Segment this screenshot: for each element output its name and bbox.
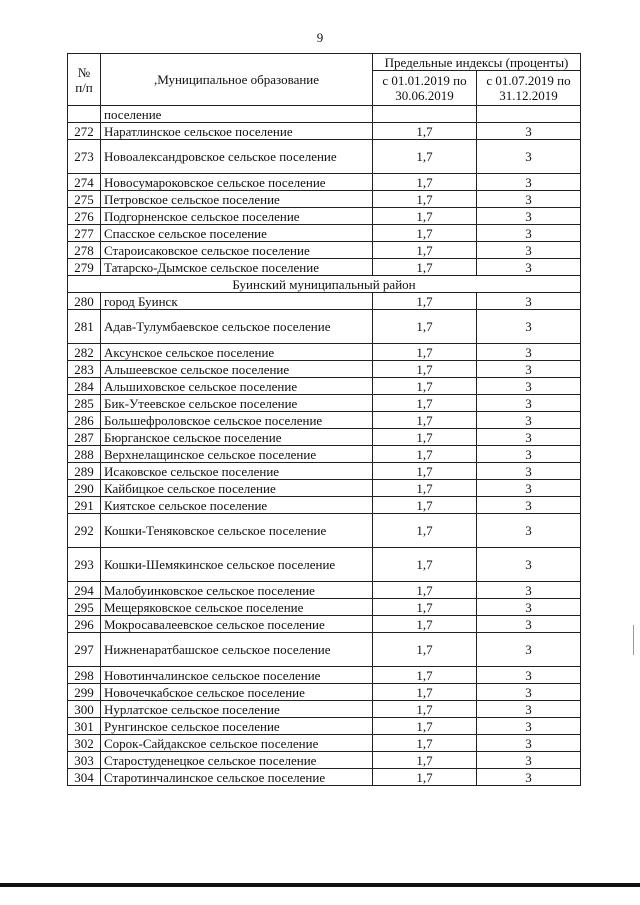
row-number: 288 (68, 446, 101, 463)
index-period-2: 3 (477, 480, 581, 497)
row-number: 297 (68, 633, 101, 667)
row-number: 273 (68, 140, 101, 174)
header-num: № п/п (68, 54, 101, 106)
row-number: 278 (68, 242, 101, 259)
index-period-2: 3 (477, 701, 581, 718)
row-number: 282 (68, 344, 101, 361)
row-number: 301 (68, 718, 101, 735)
settlement-name: Нижненаратбашское сельское поселение (101, 633, 373, 667)
index-period-2: 3 (477, 208, 581, 225)
settlement-name: Староисаковское сельское поселение (101, 242, 373, 259)
settlement-name: Кайбицкое сельское поселение (101, 480, 373, 497)
index-period-1: 1,7 (373, 395, 477, 412)
district-row (68, 276, 581, 293)
page-number: 9 (316, 30, 324, 45)
table-row (68, 633, 581, 667)
settlement-name: Татарско-Дымское сельское поселение (101, 259, 373, 276)
table-row (68, 225, 581, 242)
row-number: 284 (68, 378, 101, 395)
index-period-1: 1,7 (373, 140, 477, 174)
settlement-name: Мещеряковское сельское поселение (101, 599, 373, 616)
row-number: 294 (68, 582, 101, 599)
settlement-name: Исаковское сельское поселение (101, 463, 373, 480)
table-row (68, 310, 581, 344)
index-period-2: 3 (477, 293, 581, 310)
index-period-1: 1,7 (373, 582, 477, 599)
table-row (68, 123, 581, 140)
table-row (68, 582, 581, 599)
index-period-1: 1,7 (373, 344, 477, 361)
row-number: 292 (68, 514, 101, 548)
index-period-1: 1,7 (373, 446, 477, 463)
settlement-name: город Буинск (101, 293, 373, 310)
row-number: 285 (68, 395, 101, 412)
row-number: 276 (68, 208, 101, 225)
settlement-name: Старостуденецкое сельское поселение (101, 752, 373, 769)
index-period-1: 1,7 (373, 378, 477, 395)
index-period-2: 3 (477, 140, 581, 174)
settlement-name: Нурлатское сельское поселение (101, 701, 373, 718)
index-period-1: 1,7 (373, 225, 477, 242)
row-number: 291 (68, 497, 101, 514)
settlement-name: Большефроловское сельское поселение (101, 412, 373, 429)
row-number: 296 (68, 616, 101, 633)
index-period-2 (477, 106, 581, 123)
row-number: 281 (68, 310, 101, 344)
table-row (68, 293, 581, 310)
table-row (68, 191, 581, 208)
index-period-1: 1,7 (373, 684, 477, 701)
index-period-2: 3 (477, 310, 581, 344)
index-period-1: 1,7 (373, 208, 477, 225)
row-number: 274 (68, 174, 101, 191)
settlement-name: Кошки-Теняковское сельское поселение (101, 514, 373, 548)
index-period-2: 3 (477, 752, 581, 769)
settlement-name: поселение (101, 106, 373, 123)
header-period-1: с 01.01.2019 по 30.06.2019 (373, 71, 477, 106)
settlement-name: Сорок-Сайдакское сельское поселение (101, 735, 373, 752)
settlement-name: Адав-Тулумбаевское сельское поселение (101, 310, 373, 344)
table-row (68, 259, 581, 276)
index-period-2: 3 (477, 446, 581, 463)
table-row (68, 446, 581, 463)
index-period-2: 3 (477, 259, 581, 276)
table-row (68, 667, 581, 684)
index-period-1: 1,7 (373, 361, 477, 378)
row-number: 286 (68, 412, 101, 429)
index-period-2: 3 (477, 548, 581, 582)
index-period-2: 3 (477, 174, 581, 191)
settlement-name: Подгорненское сельское поселение (101, 208, 373, 225)
index-period-2: 3 (477, 735, 581, 752)
index-period-2: 3 (477, 378, 581, 395)
header-name: ,Муниципальное образование (101, 54, 373, 106)
index-period-2: 3 (477, 395, 581, 412)
settlement-name: Аксунское сельское поселение (101, 344, 373, 361)
page-bottom-rule (0, 883, 640, 887)
table-row (68, 701, 581, 718)
table-row (68, 480, 581, 497)
index-period-2: 3 (477, 684, 581, 701)
index-period-2: 3 (477, 123, 581, 140)
row-number (68, 106, 101, 123)
index-period-2: 3 (477, 344, 581, 361)
row-number: 272 (68, 123, 101, 140)
settlement-name: Бюрганское сельское поселение (101, 429, 373, 446)
row-number: 298 (68, 667, 101, 684)
row-number: 280 (68, 293, 101, 310)
scan-edge-mark (633, 625, 634, 655)
settlement-name: Петровское сельское поселение (101, 191, 373, 208)
settlement-name: Альшеевское сельское поселение (101, 361, 373, 378)
index-period-1: 1,7 (373, 191, 477, 208)
row-number: 299 (68, 684, 101, 701)
table-row (68, 208, 581, 225)
header-period-2: с 01.07.2019 по 31.12.2019 (477, 71, 581, 106)
index-period-2: 3 (477, 633, 581, 667)
index-period-2: 3 (477, 667, 581, 684)
settlement-name: Новотинчалинское сельское поселение (101, 667, 373, 684)
settlement-name: Верхнелащинское сельское поселение (101, 446, 373, 463)
index-period-2: 3 (477, 497, 581, 514)
header-indices: Предельные индексы (проценты) (373, 54, 581, 71)
settlement-name: Бик-Утеевское сельское поселение (101, 395, 373, 412)
table-row (68, 429, 581, 446)
settlement-name: Киятское сельское поселение (101, 497, 373, 514)
settlement-name: Малобуинковское сельское поселение (101, 582, 373, 599)
index-period-1: 1,7 (373, 752, 477, 769)
row-number: 302 (68, 735, 101, 752)
table-row (68, 599, 581, 616)
row-number: 283 (68, 361, 101, 378)
indices-table (67, 53, 581, 786)
table-row (68, 361, 581, 378)
index-period-1: 1,7 (373, 497, 477, 514)
index-period-1: 1,7 (373, 735, 477, 752)
index-period-1: 1,7 (373, 667, 477, 684)
row-number: 303 (68, 752, 101, 769)
index-period-2: 3 (477, 718, 581, 735)
settlement-name: Мокросавалеевское сельское поселение (101, 616, 373, 633)
index-period-2: 3 (477, 191, 581, 208)
table-row (68, 242, 581, 259)
table-row (68, 718, 581, 735)
settlement-name: Рунгинское сельское поселение (101, 718, 373, 735)
table-row (68, 752, 581, 769)
settlement-name: Наратлинское сельское поселение (101, 123, 373, 140)
index-period-1: 1,7 (373, 463, 477, 480)
index-period-1: 1,7 (373, 259, 477, 276)
row-number: 279 (68, 259, 101, 276)
settlement-name: Спасское сельское поселение (101, 225, 373, 242)
index-period-2: 3 (477, 599, 581, 616)
index-period-2: 3 (477, 429, 581, 446)
index-period-1: 1,7 (373, 769, 477, 786)
table-row (68, 514, 581, 548)
index-period-2: 3 (477, 242, 581, 259)
table-row (68, 106, 581, 123)
index-period-2: 3 (477, 463, 581, 480)
index-period-1: 1,7 (373, 310, 477, 344)
table-row (68, 344, 581, 361)
index-period-1: 1,7 (373, 123, 477, 140)
index-period-1: 1,7 (373, 429, 477, 446)
settlement-name: Альшиховское сельское поселение (101, 378, 373, 395)
row-number: 289 (68, 463, 101, 480)
index-period-1: 1,7 (373, 599, 477, 616)
settlement-name: Старотинчалинское сельское поселение (101, 769, 373, 786)
row-number: 295 (68, 599, 101, 616)
table-row (68, 497, 581, 514)
index-period-1: 1,7 (373, 293, 477, 310)
index-period-1: 1,7 (373, 633, 477, 667)
index-period-1: 1,7 (373, 242, 477, 259)
index-period-2: 3 (477, 361, 581, 378)
index-period-1: 1,7 (373, 718, 477, 735)
row-number: 304 (68, 769, 101, 786)
index-period-1 (373, 106, 477, 123)
index-period-2: 3 (477, 412, 581, 429)
table-row (68, 769, 581, 786)
row-number: 275 (68, 191, 101, 208)
index-period-2: 3 (477, 769, 581, 786)
table-row (68, 735, 581, 752)
table-row (68, 140, 581, 174)
table-row (68, 548, 581, 582)
index-period-1: 1,7 (373, 514, 477, 548)
table-row (68, 616, 581, 633)
index-period-1: 1,7 (373, 480, 477, 497)
index-period-1: 1,7 (373, 616, 477, 633)
settlement-name: Новочечкабское сельское поселение (101, 684, 373, 701)
index-period-2: 3 (477, 225, 581, 242)
table-row (68, 463, 581, 480)
row-number: 287 (68, 429, 101, 446)
index-period-2: 3 (477, 582, 581, 599)
index-period-2: 3 (477, 514, 581, 548)
table-row (68, 412, 581, 429)
row-number: 277 (68, 225, 101, 242)
table-row (68, 174, 581, 191)
row-number: 300 (68, 701, 101, 718)
index-period-1: 1,7 (373, 412, 477, 429)
table-body (68, 106, 581, 786)
settlement-name: Кошки-Шемякинское сельское поселение (101, 548, 373, 582)
table-row (68, 684, 581, 701)
row-number: 293 (68, 548, 101, 582)
table-row (68, 395, 581, 412)
settlement-name: Новосумароковское сельское поселение (101, 174, 373, 191)
index-period-1: 1,7 (373, 174, 477, 191)
index-period-2: 3 (477, 616, 581, 633)
index-period-1: 1,7 (373, 548, 477, 582)
district-title: Буинский муниципальный район (68, 276, 581, 293)
table-row (68, 378, 581, 395)
index-period-1: 1,7 (373, 701, 477, 718)
settlement-name: Новоалександровское сельское поселение (101, 140, 373, 174)
row-number: 290 (68, 480, 101, 497)
